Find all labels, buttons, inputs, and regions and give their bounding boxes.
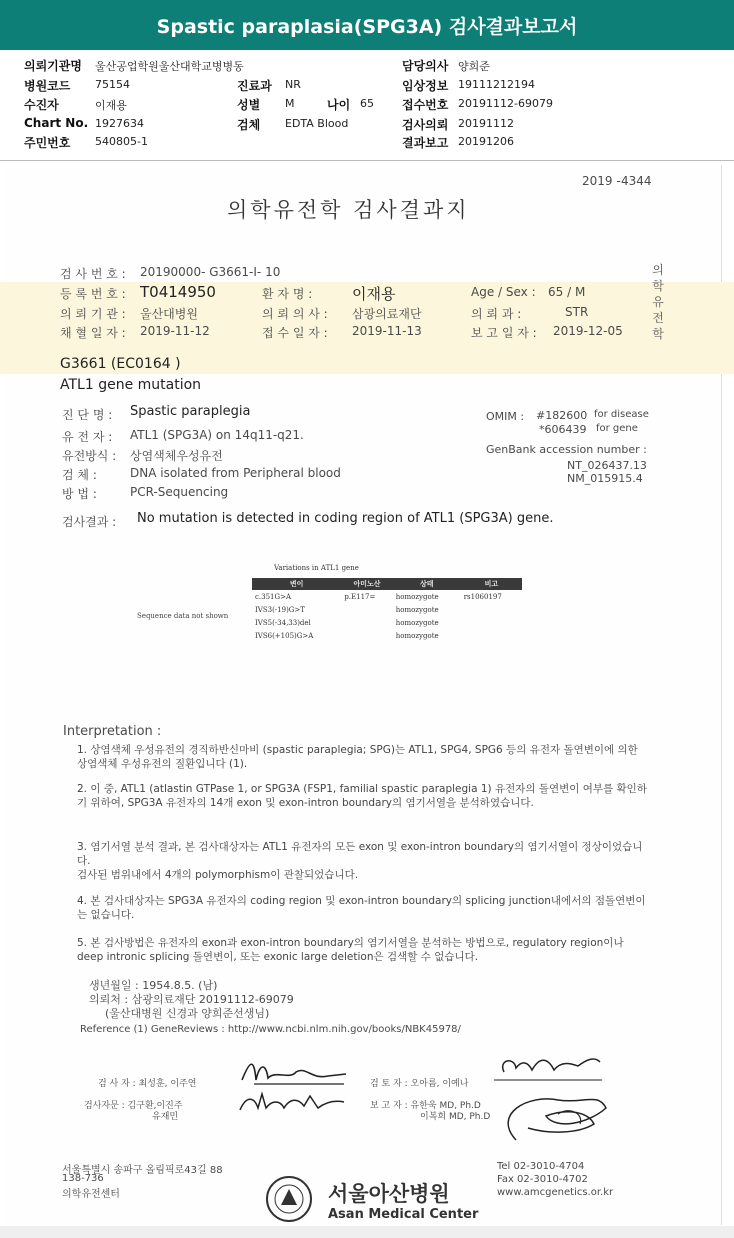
age-sex-value: 65 / M xyxy=(548,285,586,299)
field-value: 1927634 xyxy=(95,117,144,130)
field-value: 19111212194 xyxy=(458,78,535,91)
field-value: M xyxy=(285,97,295,110)
side-char: 학 xyxy=(652,279,664,293)
report-title-bar xyxy=(0,0,734,50)
variations-table xyxy=(252,578,522,642)
field-label: 주민번호 xyxy=(24,136,71,150)
interpretation-4: 4. 본 검사대상자는 SPG3A 유전자의 coding region 및 exon-intron boundary의 splicing junction내에서의 점돌연변이는 없습니다. xyxy=(77,895,646,921)
receive-date: 2019-11-13 xyxy=(352,324,422,338)
reg-no-label: 등 록 번 호 : xyxy=(60,287,126,301)
bottom-bar xyxy=(0,1226,734,1238)
consultant-signature xyxy=(232,1086,348,1118)
method: PCR-Sequencing xyxy=(130,485,229,499)
genbank-label: GenBank accession number : xyxy=(486,443,647,456)
doctor: 삼광의료재단 xyxy=(352,307,422,321)
table-cell xyxy=(461,616,522,629)
report-date: 2019-12-05 xyxy=(553,324,623,338)
inheritance: 상염색체우성유전 xyxy=(130,449,223,463)
omim-disease-note: for disease xyxy=(594,409,649,420)
age-label: 나이 xyxy=(327,98,351,112)
table-cell xyxy=(341,616,392,629)
table-cell: IVS5(-34,33)del xyxy=(255,618,311,627)
collect-date: 2019-11-12 xyxy=(140,324,210,338)
field-label: 진료과 xyxy=(237,79,272,93)
field-value: 75154 xyxy=(95,78,130,91)
field-value: EDTA Blood xyxy=(285,117,349,130)
table-cell: p.E117= xyxy=(344,592,376,601)
side-char: 유 xyxy=(652,295,664,309)
test-name: ATL1 gene mutation xyxy=(60,377,202,393)
table-cell: IVS6(+105)G>A xyxy=(255,631,314,640)
address-line-1: 서울특별시 송파구 올림픽로43길 88 xyxy=(62,1165,223,1176)
omim-label: OMIM : xyxy=(486,410,525,423)
table-cell xyxy=(461,629,522,642)
reference: Reference (1) GeneReviews : http://www.ncbi.nlm.nih.gov/books/NBK45978/ xyxy=(80,1024,461,1035)
age-value: 65 xyxy=(360,97,374,110)
field-label: 의뢰기관명 xyxy=(24,59,82,73)
field-value: 20191206 xyxy=(458,135,514,148)
table-cell: IVS3(-19)G>T xyxy=(255,605,305,614)
hospital-name-en: Asan Medical Center xyxy=(328,1207,479,1222)
table-row xyxy=(252,590,522,603)
test-code: G3661 (EC0164 ) xyxy=(60,356,181,372)
requester-detail: (울산대병원 신경과 양희준선생님) xyxy=(105,1007,270,1020)
field-label: Chart No. xyxy=(24,116,89,130)
test-no-label: 검 사 번 호 : xyxy=(60,267,126,281)
ref-year: 2019 - xyxy=(582,174,621,188)
ref-number: 4344 xyxy=(621,174,652,188)
table-cell xyxy=(461,603,522,616)
patient-name: 이재용 xyxy=(352,285,396,303)
table-header: 비고 xyxy=(461,578,522,590)
table-header: 아미노산 xyxy=(341,578,392,590)
interpretation-3: 3. 염기서열 분석 결과, 본 검사대상자는 ATL1 유전자의 모든 exon 및 exon-intron boundary의 염기서열이 정상이었습니다. xyxy=(77,841,643,867)
specimen: DNA isolated from Peripheral blood xyxy=(130,466,341,480)
omim-disease: #182600 xyxy=(536,409,588,422)
collect-label: 채 혈 일 자 : xyxy=(60,326,126,340)
table-header: 상태 xyxy=(393,578,461,590)
genbank-1: NT_026437.13 xyxy=(567,459,647,472)
field-value: 540805-1 xyxy=(95,135,148,148)
field-value: 20191112 xyxy=(458,117,514,130)
omim-gene: *606439 xyxy=(539,423,587,436)
consult-label-2: 유재민 xyxy=(152,1112,179,1122)
report-header xyxy=(0,50,734,161)
genbank-2: NM_015915.4 xyxy=(567,472,643,485)
table-row xyxy=(252,616,522,629)
side-char: 전 xyxy=(652,311,664,325)
field-label: 담당의사 xyxy=(402,59,449,73)
tester-signature xyxy=(236,1050,348,1090)
patient-label: 환 자 명 : xyxy=(262,287,313,301)
inherit-label: 유전방식 : xyxy=(62,449,117,463)
table-cell: homozygote xyxy=(395,631,439,640)
field-label: 검체 xyxy=(237,118,261,132)
requester: 의뢰처 : 삼광의료재단 20191112-69079 xyxy=(89,993,294,1006)
method-label: 방 법 : xyxy=(62,487,97,501)
field-label: 수진자 xyxy=(24,98,59,112)
org: 울산대병원 xyxy=(140,307,198,321)
field-value: 양희준 xyxy=(458,60,490,73)
field-label: 검사의뢰 xyxy=(402,118,449,132)
website: www.amcgenetics.or.kr xyxy=(497,1187,614,1198)
field-value: 이재용 xyxy=(95,99,127,112)
asan-seal xyxy=(265,1175,313,1223)
reporter-signature xyxy=(488,1084,614,1150)
dept-label: 의 뢰 과 : xyxy=(471,307,522,321)
table-cell: homozygote xyxy=(395,605,439,614)
diag-label: 진 단 명 : xyxy=(62,408,113,422)
address-line-3: 의학유전센터 xyxy=(62,1189,120,1200)
omim-gene-note: for gene xyxy=(596,423,638,434)
table-cell: homozygote xyxy=(395,592,439,601)
fax: Fax 02-3010-4702 xyxy=(497,1174,588,1185)
receive-label: 접 수 일 자 : xyxy=(262,326,328,340)
interpretation-title: Interpretation : xyxy=(63,724,162,739)
sequence-note: Sequence data not shown xyxy=(137,612,229,620)
field-value: NR xyxy=(285,78,301,91)
interpretation-1: 1. 상염색체 우성유전의 경직하반신마비 (spastic paraplegia; SPG)는 ATL1, SPG4, SPG6 등의 유전자 돌연변이에 의한 상염색체 우성유전의 질환입니다 (1). xyxy=(77,744,638,770)
document-title: 의학유전학 검사결과지 xyxy=(227,198,470,222)
field-label: 접수번호 xyxy=(402,98,449,112)
field-label: 병원코드 xyxy=(24,79,71,93)
consult-label: 검사자문 : 김구환,이진주 xyxy=(84,1101,183,1111)
reporter-label-2: 이복희 MD, Ph.D xyxy=(420,1112,491,1122)
specimen-label: 검 체 : xyxy=(62,468,97,482)
telephone: Tel 02-3010-4704 xyxy=(497,1161,585,1172)
reviewer-signature xyxy=(492,1048,610,1084)
side-char: 학 xyxy=(652,327,664,341)
report-title: Spastic paraplasia(SPG3A) 검사결과보고서 xyxy=(156,15,578,38)
interpretation-2: 2. 이 중, ATL1 (atlastin GTPase 1, or SPG3A (FSP1, familial spastic paraplegia 1) 유전자의 돌연변이 여부를 확인하기 위하여, SPG3A 유전자의 14개 exon 및 exon-intron boundary의 염기서열을 분석하였습니다. xyxy=(77,783,647,809)
table-cell: homozygote xyxy=(395,618,439,627)
hospital-name-kr: 서울아산병원 xyxy=(328,1182,450,1206)
side-char: 의 xyxy=(652,263,664,277)
field-label: 성별 xyxy=(237,98,261,112)
field-label: 결과보고 xyxy=(402,136,449,150)
reg-no: T0414950 xyxy=(140,283,216,301)
gene-label: 유 전 자 : xyxy=(62,430,113,444)
seal-icon xyxy=(265,1175,313,1223)
doctor-label: 의 뢰 의 사 : xyxy=(262,307,328,321)
field-value: 울산공업학원울산대학교병병동 xyxy=(95,60,244,73)
reviewer-label: 검 토 자 : 오아름, 이예나 xyxy=(370,1079,469,1089)
birth-date: 생년월일 : 1954.8.5. (남) xyxy=(89,979,218,992)
table-cell xyxy=(341,629,392,642)
table-header: 변이 xyxy=(252,578,341,590)
variations-title: Variations in ATL1 gene xyxy=(274,564,359,572)
gene: ATL1 (SPG3A) on 14q11-q21. xyxy=(130,428,304,442)
org-label: 의 뢰 기 관 : xyxy=(60,307,126,321)
report-label: 보 고 일 자 : xyxy=(471,326,537,340)
interpretation-3b: 검사된 범위내에서 4개의 polymorphism이 관찰되었습니다. xyxy=(77,869,359,881)
test-no: 20190000- G3661-I- 10 xyxy=(140,265,281,279)
side-label xyxy=(650,262,666,342)
dept: STR xyxy=(565,305,589,319)
address-line-2: 138-736 xyxy=(62,1173,104,1184)
tester-label: 검 사 자 : 최성훈, 이주연 xyxy=(98,1079,197,1089)
age-sex-label: Age / Sex : xyxy=(471,285,536,299)
result-label: 검사결과 : xyxy=(62,515,117,529)
diagnosis: Spastic paraplegia xyxy=(130,404,251,419)
field-label: 임상정보 xyxy=(402,79,449,93)
table-cell xyxy=(341,603,392,616)
table-cell: c.351G>A xyxy=(255,592,292,601)
table-row xyxy=(252,603,522,616)
field-value: 20191112-69079 xyxy=(458,97,553,110)
table-cell: rs1060197 xyxy=(463,592,502,601)
table-row xyxy=(252,629,522,642)
reporter-label: 보 고 자 : 유한욱 MD, Ph.D xyxy=(370,1101,481,1111)
result-text: No mutation is detected in coding region of ATL1 (SPG3A) gene. xyxy=(137,511,554,526)
interpretation-5: 5. 본 검사방법은 유전자의 exon과 exon-intron boundary의 염기서열을 분석하는 방법으로, regulatory region이나 deep intronic splicing 돌연변이, 또는 exonic large deletion은 검색할 수 없습니다. xyxy=(77,937,624,963)
